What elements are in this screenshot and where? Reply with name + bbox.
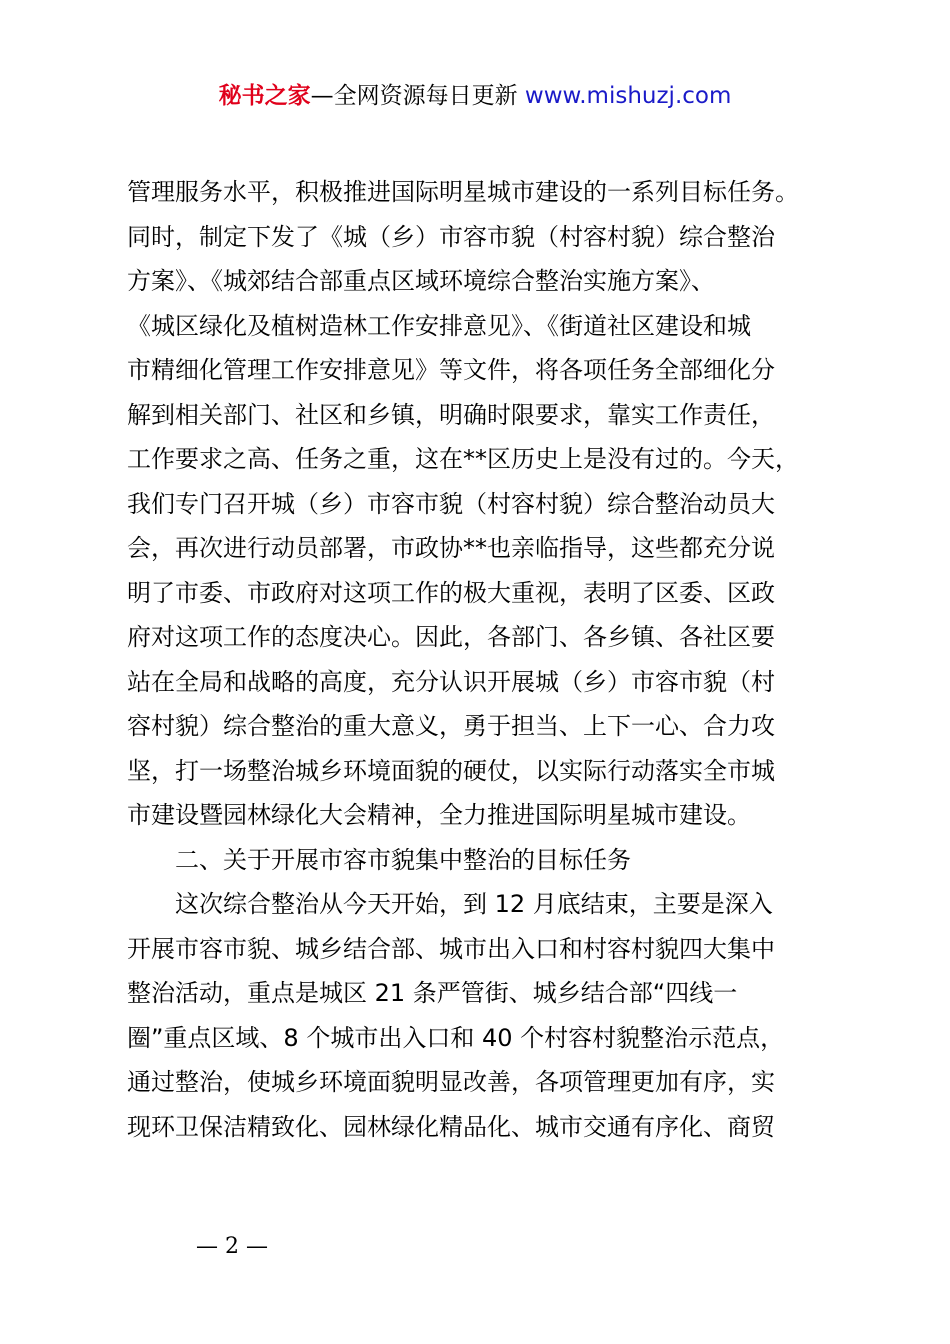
text-line: 整治活动，重点是城区 21 条严管街、城乡结合部“四线一: [127, 979, 738, 1007]
text-line: 容村貌）综合整治的重大意义，勇于担当、上下一心、合力攻: [127, 712, 775, 740]
text-line: 市建设暨园林绿化大会精神，全力推进国际明星城市建设。: [127, 801, 751, 829]
page-number: — 2 —: [196, 1234, 268, 1259]
text-line: 我们专门召开城（乡）市容市貌（村容村貌）综合整治动员大: [127, 489, 775, 518]
header-url-link[interactable]: www.mishuzj.com: [524, 83, 732, 109]
body-text: [127, 170, 827, 1149]
text-line: 府对这项工作的态度决心。因此，各部门、各乡镇、各社区要: [127, 623, 775, 651]
text-line: 明了市委、市政府对这项工作的极大重视，表明了区委、区政: [127, 578, 775, 607]
header-tagline: —全网资源每日更新: [310, 83, 525, 109]
section-heading: 二、关于开展市容市貌集中整治的目标任务: [175, 845, 631, 874]
text-line: 《城区绿化及植树造林工作安排意见》、《街道社区建设和城: [127, 311, 751, 340]
text-line: 工作要求之高、任务之重，这在**区历史上是没有过的。今天，: [127, 445, 799, 473]
text-line: 会，再次进行动员部署，市政协**也亲临指导，这些都充分说: [127, 534, 775, 562]
text-line: 方案》、《城郊结合部重点区域环境综合整治实施方案》、: [127, 267, 715, 295]
text-line: 解到相关部门、社区和乡镇，明确时限要求，靠实工作责任，: [127, 400, 775, 429]
text-line: 同时，制定下发了《城（乡）市容市貌（村容村貌）综合整治: [127, 222, 775, 251]
text-line: 圈”重点区域、8 个城市出入口和 40 个村容村貌整治示范点，: [127, 1023, 785, 1052]
page-header: [0, 80, 950, 112]
text-line: 坚，打一场整治城乡环境面貌的硬仗，以实际行动落实全市城: [127, 756, 775, 785]
text-line: 市精细化管理工作安排意见》等文件，将各项任务全部细化分: [127, 356, 775, 384]
paragraph-first-line: 这次综合整治从今天开始，到 12 月底结束，主要是深入: [175, 890, 773, 918]
text-line: 现环卫保洁精致化、园林绿化精品化、城市交通有序化、商贸: [127, 1112, 775, 1141]
text-line: 管理服务水平，积极推进国际明星城市建设的一系列目标任务。: [127, 178, 799, 206]
header-brand: 秘书之家: [218, 83, 311, 109]
text-line: 站在全局和战略的高度，充分认识开展城（乡）市容市貌（村: [127, 667, 775, 696]
text-line: 通过整治，使城乡环境面貌明显改善，各项管理更加有序，实: [127, 1068, 775, 1096]
text-line: 开展市容市貌、城乡结合部、城市出入口和村容村貌四大集中: [127, 934, 775, 963]
